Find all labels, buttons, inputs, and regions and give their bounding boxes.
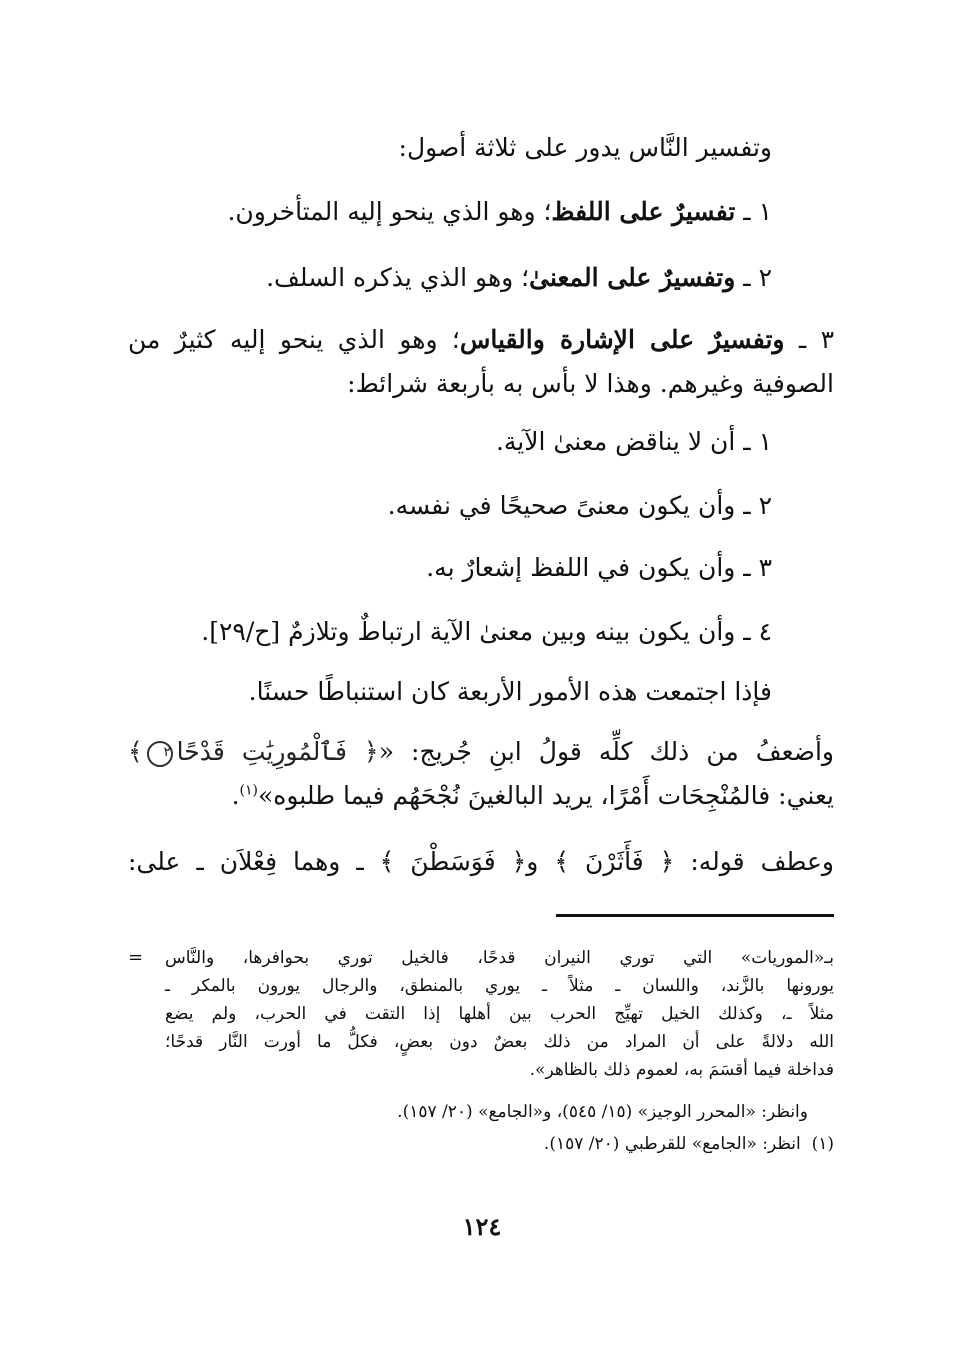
principle-2 <box>128 260 772 296</box>
principle-3-rest: ؛ وهو الذي ينحو إليه كثيرٌ من <box>128 325 460 354</box>
footnote-1 <box>165 1130 834 1158</box>
footnote-1-text: انظر: «الجامع» للقرطبي (٢٠/ ١٥٧). <box>543 1134 801 1154</box>
principle-2-num: ٢ ـ <box>743 263 772 292</box>
condition-4: ٤ ـ وأن يكون بينه وبين معنىٰ الآية ارتباطٌ وتلازمٌ [ح/٢٩]. <box>201 617 772 646</box>
quran-close-bracket: ﴾ <box>128 737 143 766</box>
footnote-separator <box>556 914 834 917</box>
footnote-continuation-mark: = <box>128 947 144 968</box>
condition-3: ٣ ـ وأن يكون في اللفظ إشعارٌ به. <box>426 553 772 582</box>
principle-3-bold: وتفسيرٌ على الإشارة والقياس <box>459 325 785 354</box>
footnote-cont-line-2: يورونها بالزَّند، واللسان ـ مثلاً ـ يوري بالمنطق، والرجال يورون بالمكر ـ <box>165 976 834 996</box>
principle-1 <box>128 194 772 230</box>
principle-1-bold: تفسيرٌ على اللفظ <box>551 197 736 226</box>
intro-line: وتفسير النَّاس يدور على ثلاثة أصول: <box>398 133 772 162</box>
weakest-line-2-text: يعني: فالمُنْجِحَات أَمْرًا، يريد البالغينَ نُجْحَهُم فيما طلبوه» <box>257 781 834 810</box>
weakest-line-2-end: . <box>231 781 240 810</box>
principle-2-rest: ؛ وهو الذي يذكره السلف. <box>266 263 530 292</box>
principle-3-num: ٣ ـ <box>798 325 834 354</box>
weakest-line-1-text: وأضعفُ من ذلك كلِّه قولُ ابنِ جُريج: « <box>378 737 834 766</box>
atf-line: وعطف قوله: ﴿ فَأَثَرْنَ ﴾ و﴿ فَوَسَطْنَ ﴾ ـ وهما فِعْلاَن ـ على: <box>128 847 834 876</box>
page-number: ١٢٤ <box>462 1212 502 1241</box>
principle-3 <box>128 322 834 358</box>
footnote-cont-line-4: الله دلالةً على أن المراد من ذلك بعضٌ دون بعضٍ، فكلُّ ما أورت النَّار قدحًا؛ <box>165 1032 834 1052</box>
principle-1-num: ١ ـ <box>743 197 772 226</box>
principle-2-bold: وتفسيرٌ على المعنىٰ <box>529 263 736 292</box>
footnote-cont-line-5: فداخلة فيما أقسَمَ به، لعموم ذلك بالظاهر». <box>529 1060 834 1080</box>
principle-3-cont: الصوفية وغيرهم. وهذا لا بأس به بأربعة شرائط: <box>347 369 834 398</box>
conclusion-line: فإذا اجتمعت هذه الأمور الأربعة كان استنباطًا حسنًا. <box>248 677 772 706</box>
footnote-1-num: (١) <box>811 1134 834 1154</box>
footnote-cont-line-3: مثلاً ـ، وكذلك الخيل تهيِّج الحرب بين أهلها إذا التقت في الحرب، ولم يضع <box>165 1004 834 1024</box>
ayah-number-icon: ٢ <box>147 741 173 767</box>
footnote-ref-1[interactable]: (١) <box>239 782 258 799</box>
condition-1: ١ ـ أن لا يناقض معنىٰ الآية. <box>495 427 772 456</box>
footnote-see-also: وانظر: «المحرر الوجيز» (١٥/ ٥٤٥)، و«الجامع» (٢٠/ ١٥٧). <box>397 1102 808 1122</box>
weakest-line-1 <box>128 734 834 770</box>
quran-verse-muriyat: ﴿ فَٱلْمُورِيَٰتِ قَدْحًا <box>176 737 379 766</box>
weakest-line-2 <box>128 778 834 814</box>
footnote-cont-line-1: بـ«الموريات» التي توري النيران قدحًا، فالخيل توري بحوافرها، والنَّاس <box>165 948 834 968</box>
condition-2: ٢ ـ وأن يكون معنىً صحيحًا في نفسه. <box>387 491 772 520</box>
principle-1-rest: ؛ وهو الذي ينحو إليه المتأخرون. <box>227 197 552 226</box>
